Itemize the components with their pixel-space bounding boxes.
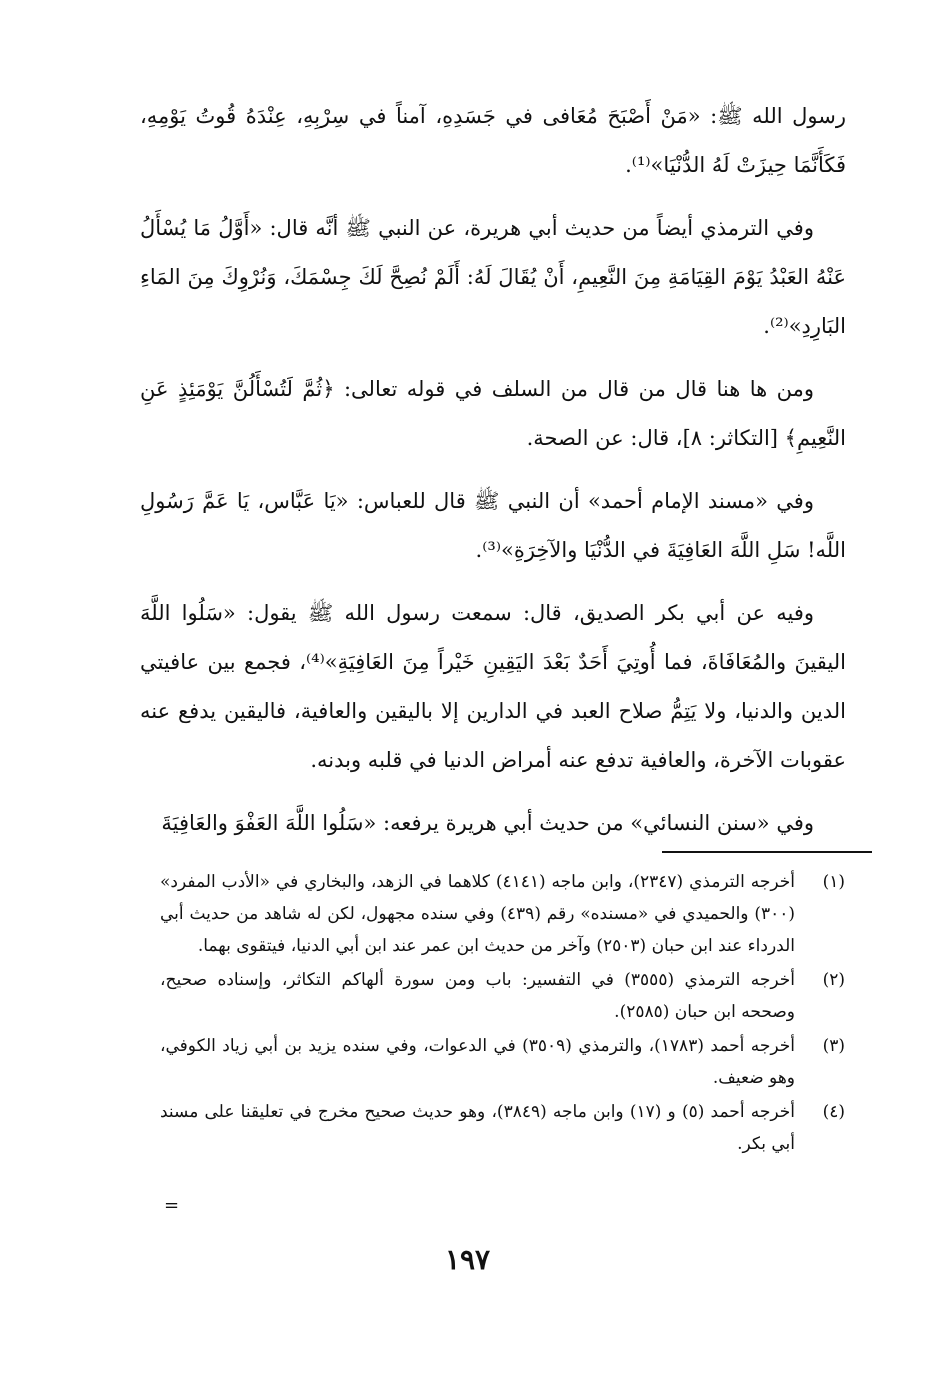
- paragraph: ومن ها هنا قال من قال من السلف في قوله تعالى: ﴿ثُمَّ لَتُسْأَلُنَّ يَوْمَئِذٍ عَنِ النَّعِيمِ﴾ [التكاثر: ٨]، قال: عن الصحة.: [140, 377, 846, 450]
- footnote-text: أخرجه الترمذي (٢٣٤٧)، وابن ماجه (٤١٤١) كلاهما في الزهد، والبخاري في «الأدب المفرد» (٣٠٠) والحميدي في «مسنده» رقم (٤٣٩) وفي سنده مجهول، لكن له شاهد من حديث أبي الدرداء عند ابن حبان (٢٥٠٣) وآخر من حديث ابن عمر عند ابن أبي الدنيا، فيتقوى بهما.: [160, 872, 795, 956]
- paragraph: وفي «مسند الإمام أحمد» أن النبي ﷺ قال للعباس: «يَا عَبَّاس، يَا عَمَّ رَسُولِ اللَّه! سَلِ اللَّهَ العَافِيَةَ في الدُّنْيَا والآخِرَةِ»⁽³⁾.: [140, 489, 846, 562]
- paragraph: رسول الله ﷺ: «مَنْ أَصْبَحَ مُعَافى في جَسَدِهِ، آمناً في سِرْبِهِ، عِنْدَهُ قُوتُ يَوْمِهِ، فَكَأَنَّمَا حِيزَتْ لَهُ الدُّنْيَا»⁽¹⁾.: [140, 104, 846, 177]
- footnote-item: [160, 1096, 845, 1160]
- paragraph: وفيه عن أبي بكر الصديق، قال: سمعت رسول الله ﷺ يقول: «سَلُوا اللَّهَ اليقينَ والمُعَافَاةَ، فما أُوتِيَ أَحَدٌ بَعْدَ اليَقِينِ خَيْراً مِنَ العَافِيَةِ»⁽⁴⁾، فجمع بين عافيتي الدين والدنيا، ولا يَتِمُّ صلاح العبد في الدارين إلا باليقين والعافية، فاليقين يدفع عنه عقوبات الآخرة، والعافية تدفع عنه أمراض الدنيا في قلبه وبدنه.: [140, 601, 846, 772]
- paragraph: وفي «سنن النسائي» من حديث أبي هريرة يرفعه: «سَلُوا اللَّهَ العَفْوَ والعَافِيَةَ: [161, 811, 814, 835]
- footnote-number: (٢): [822, 970, 845, 990]
- footnote-number: (١): [822, 872, 845, 892]
- footnote-item: [160, 866, 845, 962]
- main-text: [140, 92, 846, 862]
- footnote-text: أخرجه أحمد (١٧٨٣)، والترمذي (٣٥٠٩) في الدعوات، وفي سنده يزيد بن أبي زياد الكوفي، وهو ضعيف.: [160, 1036, 795, 1088]
- footnote-separator: [662, 851, 872, 853]
- page-number: ١٩٧: [444, 1243, 491, 1276]
- footnote-number: (٤): [822, 1102, 845, 1122]
- footnotes: [160, 866, 845, 1162]
- footnote-item: [160, 964, 845, 1028]
- footnote-item: [160, 1030, 845, 1094]
- footnote-text: أخرجه أحمد (٥) و (١٧) وابن ماجه (٣٨٤٩)، وهو حديث صحيح مخرج في تعليقنا على مسند أبي بكر.: [160, 1102, 795, 1154]
- continuation-mark: =: [164, 1195, 180, 1216]
- paragraph: وفي الترمذي أيضاً من حديث أبي هريرة، عن النبي ﷺ أنَّه قال: «أَوَّلُ مَا يُسْأَلُ عَنْهُ العَبْدُ يَوْمَ القِيَامَةِ مِنَ النَّعِيمِ، أَنْ يُقَالَ لَهُ: أَلَمْ نُصِحَّ لَكَ جِسْمَكَ، وَنُرْوِكَ مِنَ المَاءِ البَارِدِ»⁽²⁾.: [140, 216, 846, 338]
- footnote-number: (٣): [822, 1036, 845, 1056]
- footnote-text: أخرجه الترمذي (٣٥٥٥) في التفسير: باب ومن سورة ألهاكم التكاثر، وإسناده صحيح، وصححه ابن حبان (٢٥٨٥).: [160, 970, 795, 1022]
